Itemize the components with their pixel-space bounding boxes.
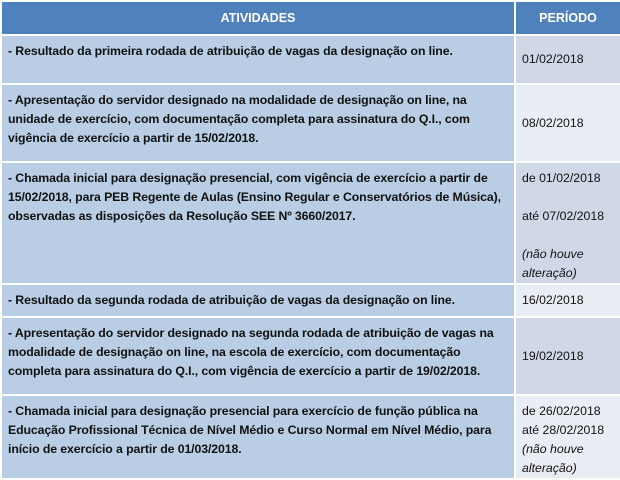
period-cell <box>515 395 620 479</box>
table-row <box>1 35 620 84</box>
table-row <box>1 284 620 317</box>
activity-cell: - Chamada inicial para designação presencial para exercício de função pública na Educação Profissional Técnica de Nível Médio e Curso Normal em Nível Médio, para início de exercício a partir de 01/03/2018. <box>1 395 515 479</box>
header-row <box>1 1 620 35</box>
activity-cell: - Apresentação do servidor designado na segunda rodada de atribuição de vagas na modalidade de designação on line, na escola de exercício, com documentação completa para assinatura do Q.I., com vigência de exercício a partir de 19/02/2018. <box>1 317 515 395</box>
period-note: (não houve alteração) <box>522 247 584 280</box>
table-row <box>1 395 620 479</box>
header-period: PERÍODO <box>515 1 620 35</box>
activity-cell: - Chamada inicial para designação presencial, com vigência de exercício a partir de 15/02/2018, para PEB Regente de Aulas (Ensino Regular e Conservatórios de Música), observadas as disposições da Resolução SEE Nº 3660/2017. <box>1 162 515 284</box>
table-row <box>1 84 620 162</box>
period-date: 16/02/2018 <box>522 293 584 307</box>
period-start: de 01/02/2018 <box>522 171 601 185</box>
period-start: de 26/02/2018 <box>522 404 601 418</box>
period-date: 01/02/2018 <box>522 52 584 66</box>
period-cell <box>515 317 620 395</box>
table-row <box>1 317 620 395</box>
header-activities: ATIVIDADES <box>1 1 515 35</box>
table-row <box>1 162 620 284</box>
period-cell <box>515 162 620 284</box>
period-cell <box>515 35 620 84</box>
period-cell <box>515 84 620 162</box>
period-cell <box>515 284 620 317</box>
period-end: até 07/02/2018 <box>522 209 605 223</box>
period-date: 08/02/2018 <box>522 115 584 130</box>
period-date: 19/02/2018 <box>522 348 584 363</box>
period-note: (não houve alteração) <box>522 442 584 475</box>
activity-cell: - Resultado da primeira rodada de atribuição de vagas da designação on line. <box>1 35 515 84</box>
period-end: até 28/02/2018 <box>522 423 605 437</box>
activity-cell: - Resultado da segunda rodada de atribuição de vagas da designação on line. <box>1 284 515 317</box>
activity-cell: - Apresentação do servidor designado na modalidade de designação on line, na unidade de exercício, com documentação completa para assinatura do Q.I., com vigência de exercício a partir de 15/02/2018. <box>1 84 515 162</box>
